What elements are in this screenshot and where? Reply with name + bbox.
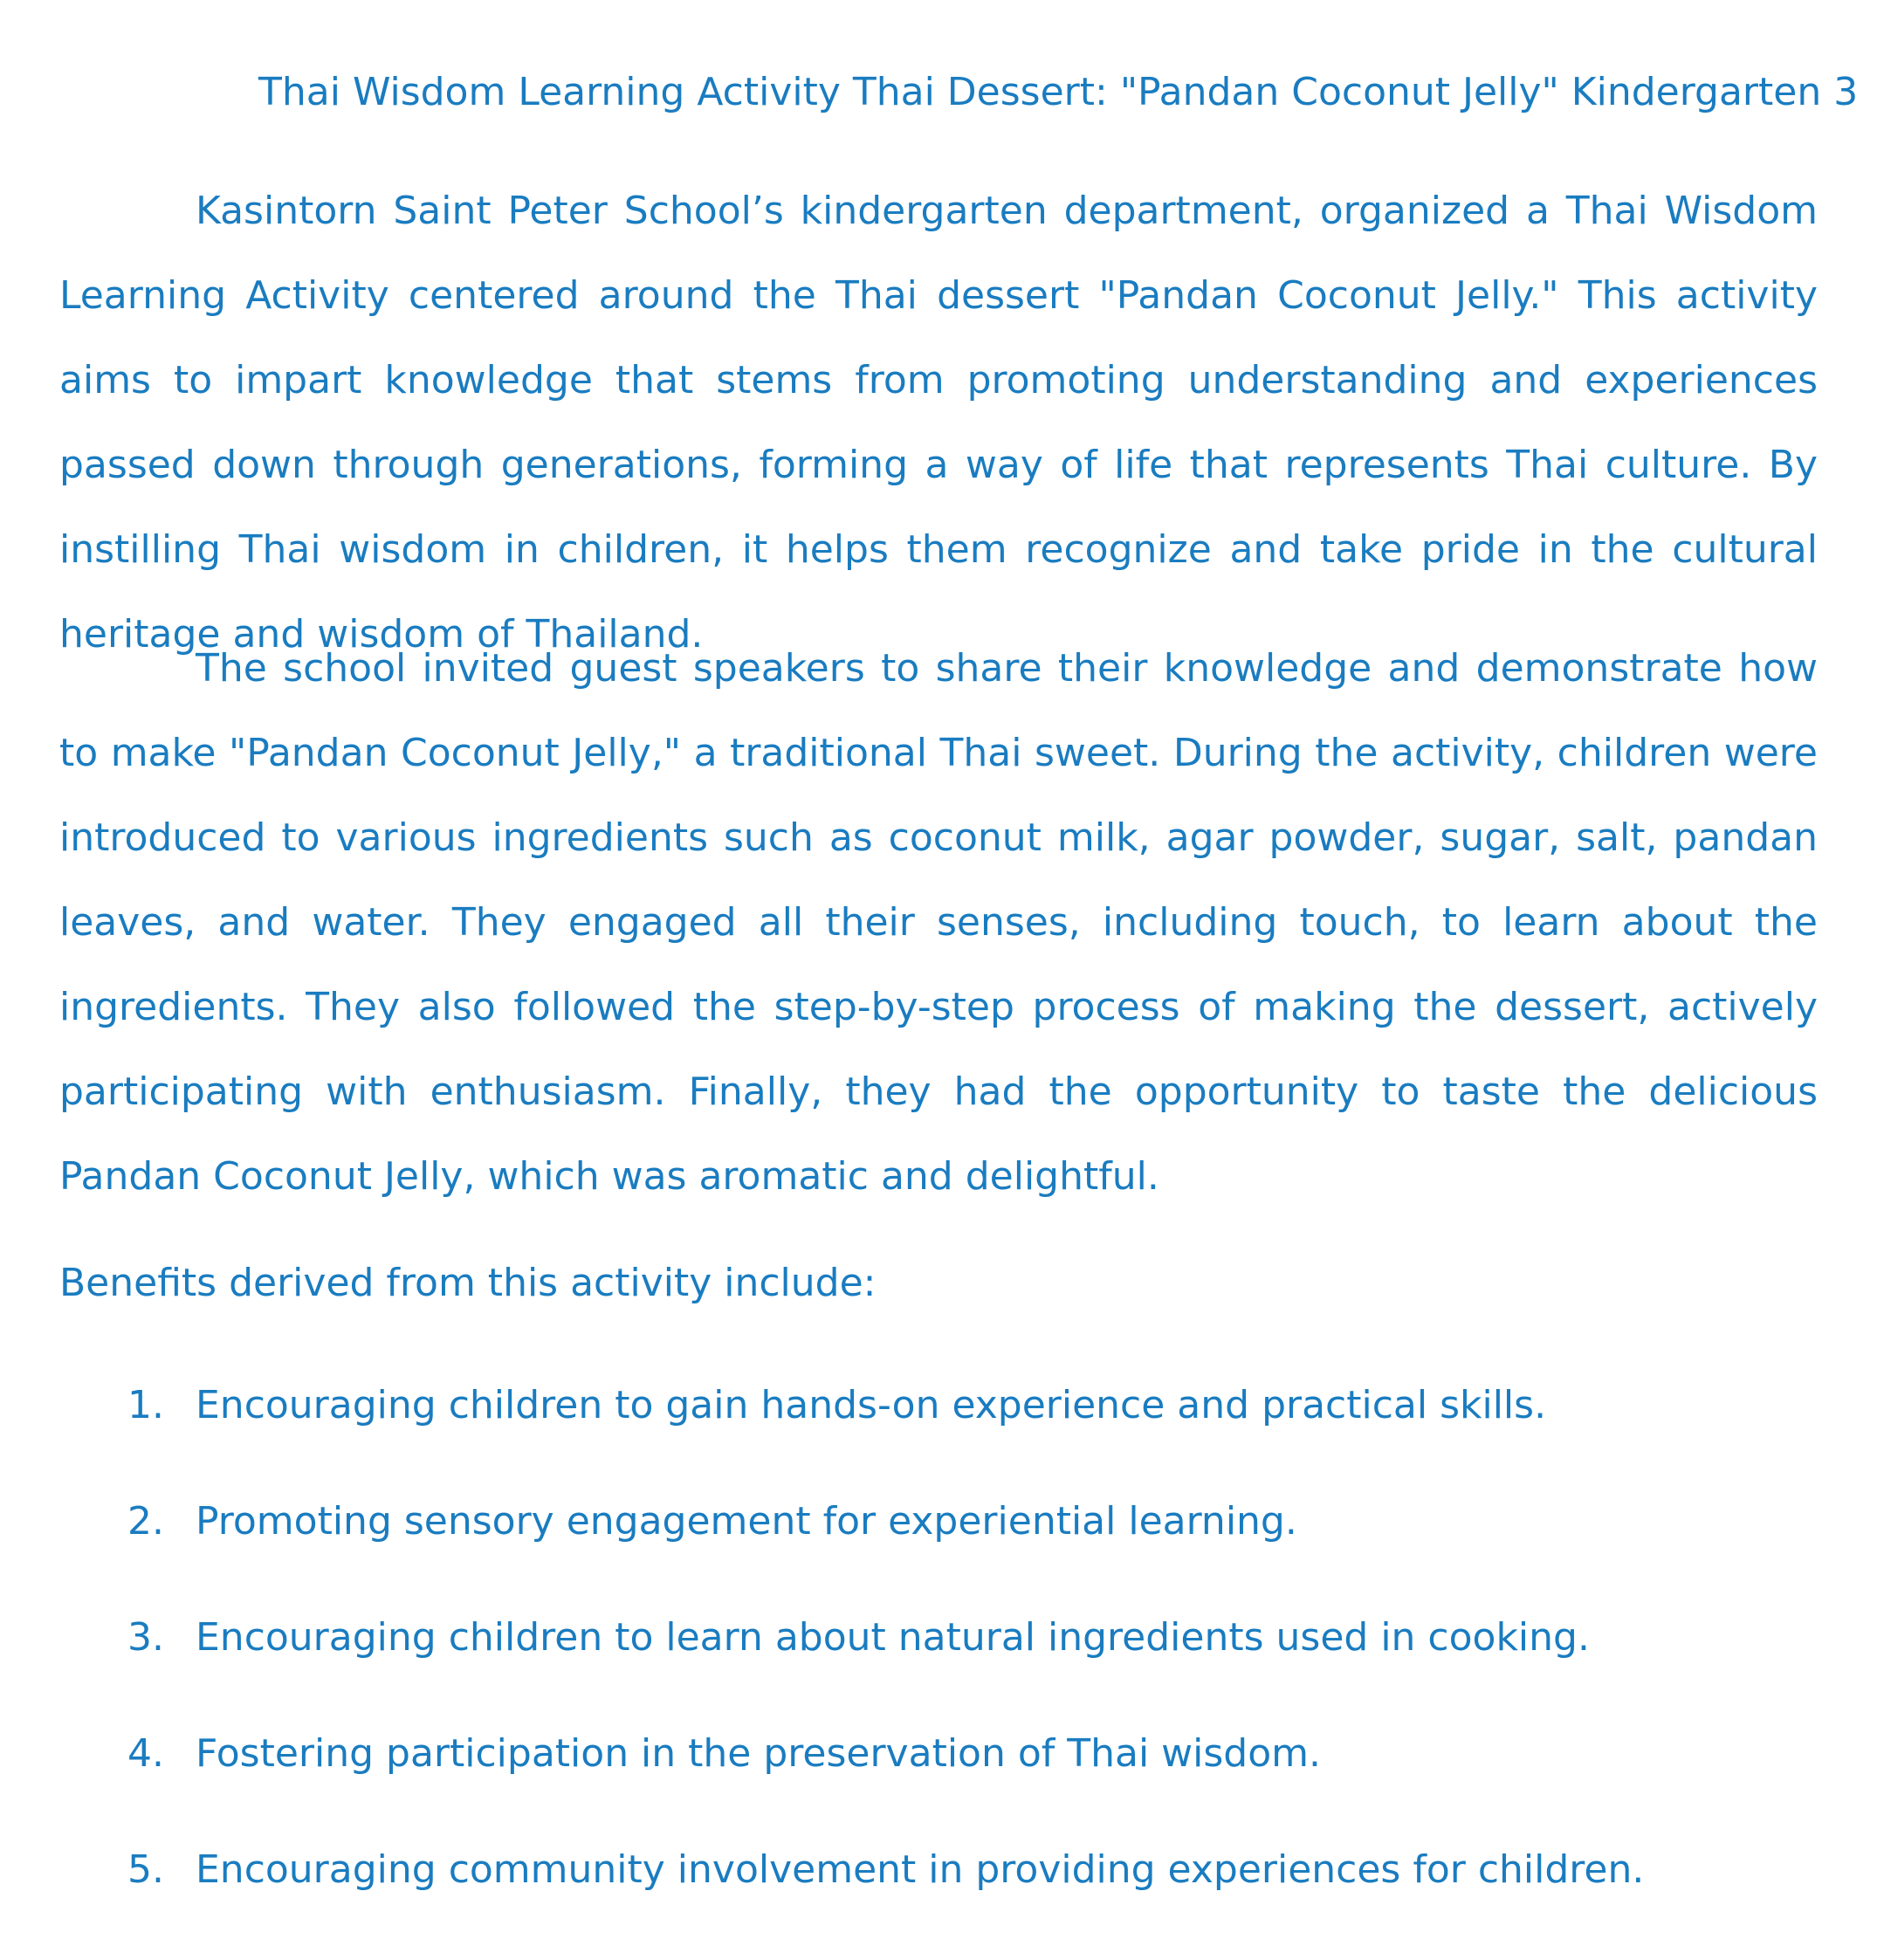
intro-paragraph: Kasintorn Saint Peter School’s kindergarten department, organized a Thai Wisdom Learning Activity centered around the Thai dessert "Pandan Coconut Jelly." This activity aims to impart knowledge that stems from promoting understanding and experiences passed down through generations, forming a way of life that represents Thai culture. By instilling Thai wisdom in children, it helps them recognize and take pride in the cultural heritage and wisdom of Thailand. [59, 189, 1818, 657]
list-item [59, 1844, 1818, 1960]
list-item-number: 1. [127, 1383, 164, 1427]
list-item-number: 3. [127, 1615, 164, 1660]
list-item-text: Encouraging children to learn about natural ingredients used in cooking. [196, 1615, 1590, 1660]
list-item-text: Promoting sensory engagement for experiential learning. [196, 1499, 1297, 1544]
list-item-number: 2. [127, 1499, 164, 1544]
list-item [59, 1496, 1818, 1612]
list-item-text: Fostering participation in the preservation of Thai wisdom. [196, 1731, 1321, 1776]
list-item [59, 1379, 1818, 1496]
activity-paragraph: The school invited guest speakers to share their knowledge and demonstrate how to make "Pandan Coconut Jelly," a traditional Thai sweet. During the activity, children were introduced to various ingredients such as coconut milk, agar powder, sugar, salt, pandan leaves, and water. They engaged all their senses, including touch, to learn about the ingredients. They also followed the step-by-step process of making the dessert, actively participating with enthusiasm. Finally, they had the opportunity to taste the delicious Pandan Coconut Jelly, which was aromatic and delightful. [59, 646, 1818, 1199]
list-item-text: Encouraging children to gain hands-on experience and practical skills. [196, 1383, 1547, 1427]
benefits-list [59, 1379, 1818, 1960]
list-item-number: 5. [127, 1847, 164, 1892]
list-item-text: Encouraging community involvement in providing experiences for children. [196, 1847, 1645, 1892]
document-title: Thai Wisdom Learning Activity Thai Dessert: "Pandan Coconut Jelly" Kindergarten 3 [258, 70, 1859, 114]
benefits-heading: Benefits derived from this activity include: [59, 1261, 877, 1305]
document-page [59, 0, 1859, 1959]
list-item [59, 1612, 1818, 1728]
list-item [59, 1728, 1818, 1844]
list-item-number: 4. [127, 1731, 164, 1776]
